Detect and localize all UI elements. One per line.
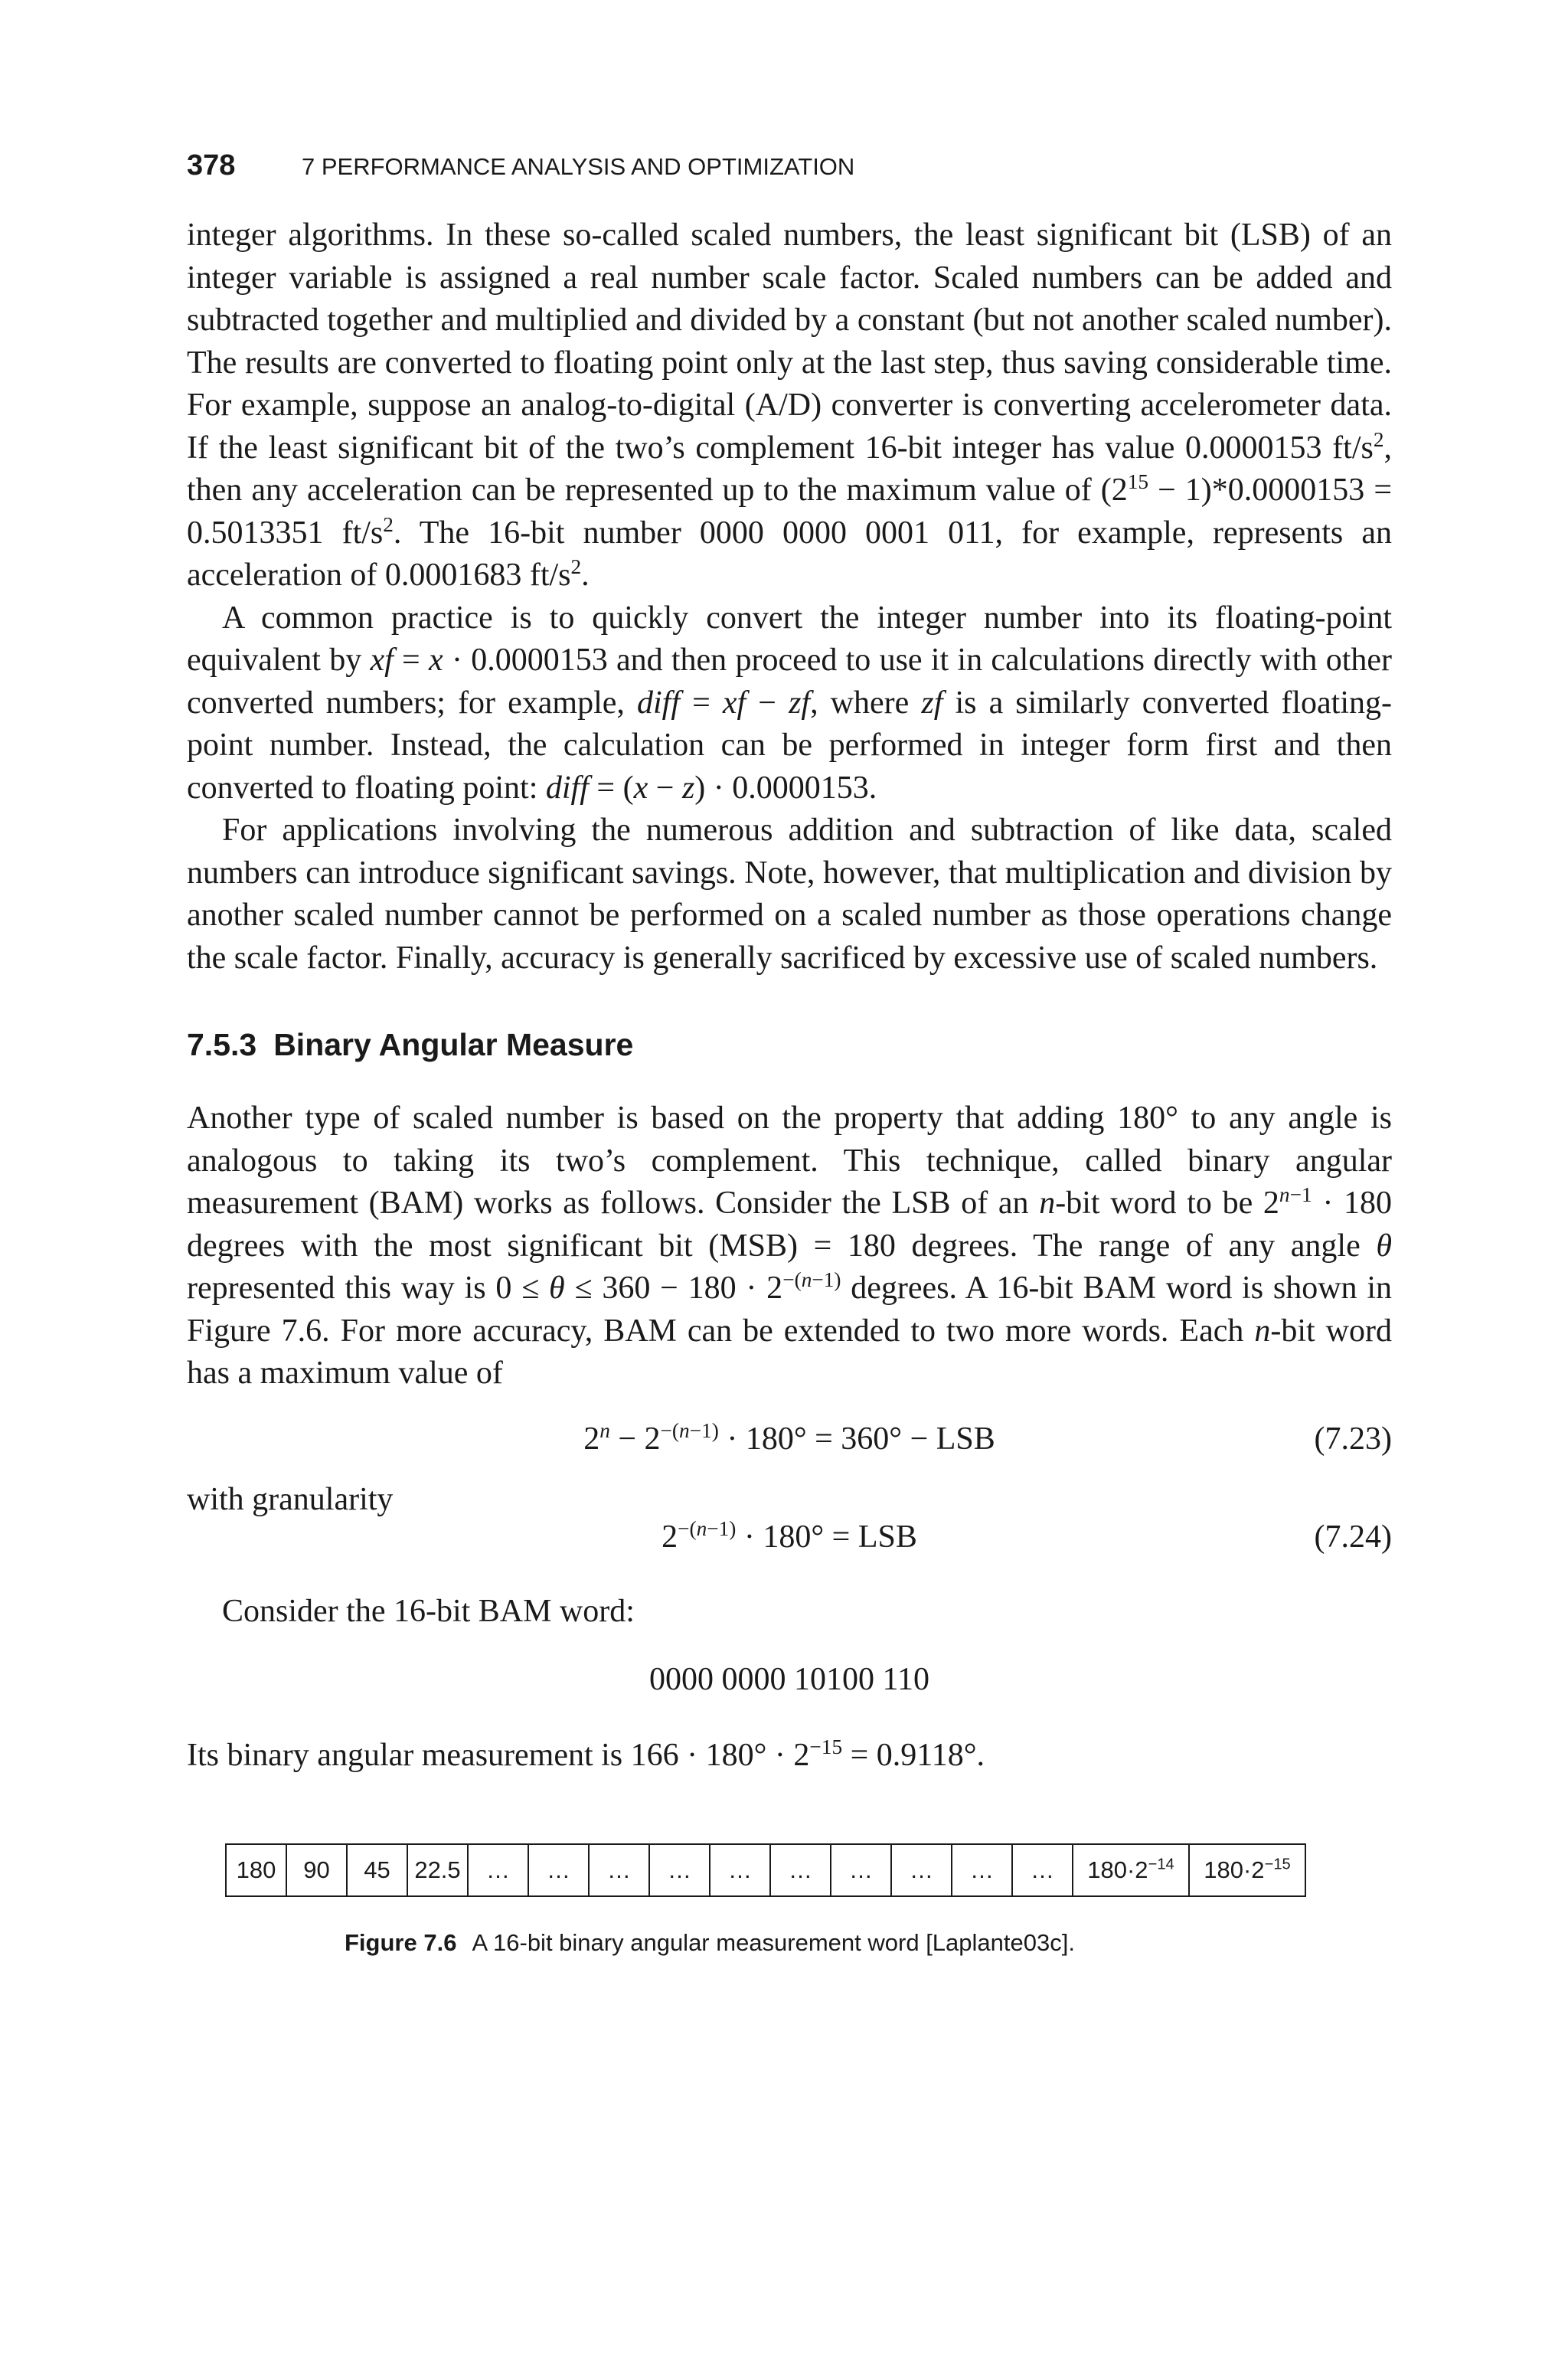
bit-cell: 180 [226,1844,286,1896]
bit-cell: 90 [286,1844,347,1896]
bit-cell: … [770,1844,831,1896]
bit-cell: … [891,1844,952,1896]
bit-cell: … [528,1844,589,1896]
bam-word: 0000 0000 10100 110 [649,1662,929,1697]
page-number: 378 [187,149,236,182]
paragraph-scaled-numbers: integer algorithms. In these so-called scaled numbers, the least significant bit (LSB) of an integer variable is assigned a real number scale factor. Scaled numbers can be added and subtracted together and multiplied and divided by a constant (but not another scaled number). The results are converted to floating point only at the last step, thus saving considerable time. For example, suppose an analog-to-digital (A/D) converter is converting accelerometer data. If the least significant bit of the two’s complement 16-bit integer has value 0.0000153 $ft/s^2$, then any acceleration can be represented up to the maximum value of $(2^{15} - 1)*0.0000153 = 0.5013351$ $ft/s^2$. The 16-bit number 0000 0000 0001 011, for example, represents an acceleration of 0.0001683 $ft/s^2$. [187,218,1393,593]
with-granularity-label: with granularity [187,1481,394,1517]
bit-cell: … [589,1844,649,1896]
paragraph-consider: Consider the 16-bit BAM word: [222,1593,635,1629]
equation-7-23 [187,1418,1392,1460]
bit-cell: … [1012,1844,1073,1896]
paragraph-applications: For applications involving the numerous addition and subtraction of like data, scaled numbers can introduce significant savings. Note, however, that multiplication and division by another scaled number cannot be performed on a scaled number as those operations change the scale factor. Finally, accuracy is generally sacrificed by excessive use of scaled numbers. [187,813,1392,976]
equation-7-23-number: (7.23) [1314,1421,1392,1457]
equation-7-24-body: $2^{-(n-1)} \cdot 180^\circ$ = LSB [662,1516,917,1555]
figure-label: Figure 7.6 [345,1928,457,1956]
figure-caption [345,1929,1392,1957]
bam-word-row [226,1844,1305,1896]
bit-cell: … [468,1844,528,1896]
paragraph-bam-intro: Another type of scaled number is based on the property that adding 180° to any angle is analogous to taking its two’s complement. This technique, called binary angular measurement (BAM) works as follows. Consider the LSB of an n-bit word to be $2^{n-1} \cdot 180$ degrees with the most significant bit (MSB) = 180 degrees. The range of any angle θ represented this way is $0 \le \theta \le 360 - 180 \cdot 2^{-(n-1)}$ degrees. A 16-bit BAM word is shown in Figure 7.6. For more accuracy, BAM can be extended to two more words. Each n-bit word has a maximum value of [187,1101,1392,1391]
bit-cell: 22.5 [407,1844,468,1896]
bit-cell: … [831,1844,891,1896]
bit-cell: … [710,1844,770,1896]
figure-7-6 [187,1843,1392,1957]
equation-7-24-number: (7.24) [1314,1519,1392,1555]
section-title: Binary Angular Measure [273,1027,634,1062]
page [187,150,1392,1957]
bam-word-table [225,1843,1306,1897]
equation-7-23-body: $2^n - 2^{-(n-1)} \cdot 180^\circ = 360^\circ$ − LSB [583,1418,995,1457]
paragraph-common-practice: A common practice is to quickly convert the integer number into its floating-point equivalent by xf = x · 0.0000153 and then proceed to use it in calculations directly with other converted numbers; for example, diff = xf − zf, where zf is a similarly converted floating-point number. Instead, the calculation can be performed in integer form first and then converted to floating point: diff = (x − z) · 0.0000153. [187,600,1393,806]
bit-cell-lsb-minus-1: $180\cdot 2^{-14}$ [1073,1844,1189,1896]
section-heading [187,1025,1392,1064]
bit-cell-lsb: $180\cdot 2^{-15}$ [1189,1844,1305,1896]
section-number: 7.5.3 [187,1027,257,1062]
bit-cell: 45 [347,1844,407,1896]
bit-cell: … [952,1844,1012,1896]
chapter-title: 7 PERFORMANCE ANALYSIS AND OPTIMIZATION [302,153,855,180]
bit-cell: … [649,1844,710,1896]
equation-7-24 [187,1516,1392,1558]
paragraph-bam-result: Its binary angular measurement is $166 \cdot 180^\circ \cdot 2^{-15} = 0.9118^\circ$. [187,1735,985,1773]
running-head [187,150,1392,181]
figure-caption-text: A 16-bit binary angular measurement word [Laplante03c]. [472,1928,1075,1956]
